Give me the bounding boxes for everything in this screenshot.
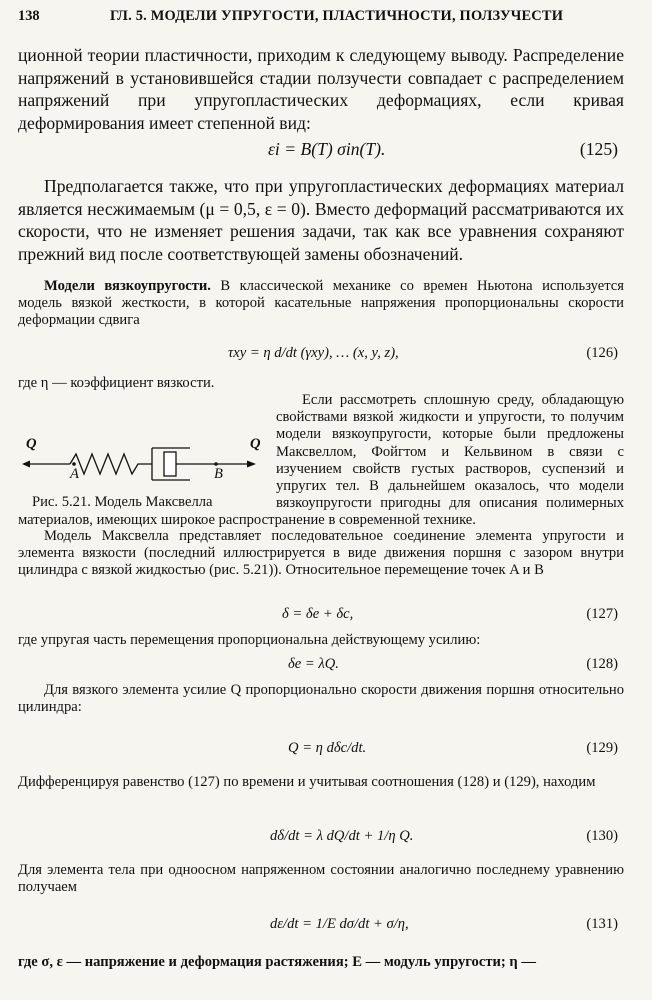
section-text: В классической механике со времен Ньютона используется модель вязкой жесткости, в которой касательные напряжения пропорциональны скорости деформации сдвига — [18, 278, 624, 329]
paragraph-viscous-element: Для вязкого элемента усилие Q пропорционально скорости движения поршня относительно цилиндра: — [18, 682, 624, 716]
paragraph-viscoelastic-text: Если рассмотреть сплошную среду, обладающую свойствами вязкой жидкости и упругости, то получим модели вязкоупругости, которые были предложены Максвеллом, Фойгтом и Кельвином в связи с изучением свойств густых растворов, суспензий и упругих тел. В дальнейшем оказалось, что модели вязкоупругости пригодны для описания полимерных материалов, имеющих широкое распространение в современной технике. — [18, 392, 624, 529]
label-b: B — [214, 466, 223, 482]
paragraph-elastic-part: где упругая часть перемещения пропорциональна действующему усилию: — [18, 632, 481, 648]
equation-131-number: (131) — [586, 916, 618, 932]
paragraph-eta: где η — коэффициент вязкости. — [18, 375, 215, 391]
equation-125-number: (125) — [579, 139, 618, 159]
equation-130 — [18, 818, 624, 858]
equation-126-number: (126) — [586, 345, 618, 361]
page-number: 138 — [18, 8, 40, 24]
paragraph-assumption: Предполагается также, что при упругопластических деформациях материал является несжимаемым (μ = 0,5, ε = 0). Вместо деформаций рассматриваются их скорости, что не изменяет решения задачи, так как все уравнения сохраняют прежний вид после соответствующей замены обозначений. — [18, 176, 624, 264]
paragraph-differentiate: Дифференцируя равенство (127) по времени и учитывая соотношения (128) и (129), находим — [18, 774, 596, 790]
figure-caption: Рис. 5.21. Модель Максвелла — [32, 494, 213, 510]
label-q-left: Q — [26, 436, 37, 452]
equation-130-number: (130) — [586, 828, 618, 844]
section-viscoelastic — [18, 278, 624, 330]
spring-icon — [70, 454, 152, 474]
equation-127-number: (127) — [586, 606, 618, 622]
equation-128-formula: δe = λQ. — [288, 656, 339, 672]
paragraph-maxwell-model: Модель Максвелла представляет последовательное соединение элемента упругости и элемента вязкости (последний иллюстрируется в виде движения поршня с зазором внутри цилиндра с вязкой жидкостью (рис. 5.21)). Относительное перемещение точек A и B — [18, 528, 624, 579]
equation-128-number: (128) — [586, 656, 618, 672]
paragraph-uniaxial: Для элемента тела при одноосном напряженном состоянии аналогично последнему уравнению получаем — [18, 862, 624, 896]
piston-icon — [164, 452, 176, 476]
book-page — [18, 0, 632, 1000]
maxwell-diagram — [18, 436, 276, 488]
paragraph-continuation: ционной теории пластичности, приходим к следующему выводу. Распределение напряжений в установившейся стадии ползучести совпадает с распределением напряжений при упругопластических деформациях, если кривая деформирования имеет степенной вид: — [18, 45, 624, 133]
equation-128 — [18, 656, 624, 678]
equation-126-formula: τxy = η d/dt (γxy), … (x, y, z), — [228, 345, 399, 361]
maxwell-figure — [18, 436, 276, 520]
equation-125-formula: εi = B(T) σin(T). — [268, 139, 386, 159]
label-a: A — [70, 466, 79, 482]
equation-129-formula: Q = η dδc/dt. — [288, 740, 367, 756]
equation-127-formula: δ = δe + δc, — [282, 606, 354, 622]
label-q-right: Q — [250, 436, 261, 452]
right-arrow-icon — [247, 461, 256, 468]
chapter-title: ГЛ. 5. МОДЕЛИ УПРУГОСТИ, ПЛАСТИЧНОСТИ, ПОЛЗУЧЕСТИ — [110, 8, 564, 24]
equation-131-formula: dε/dt = 1/E dσ/dt + σ/η, — [270, 916, 409, 932]
equation-127 — [18, 606, 624, 628]
equation-129 — [18, 730, 624, 770]
equation-129-number: (129) — [586, 740, 618, 756]
equation-131 — [18, 906, 624, 946]
paragraph-definitions: где σ, ε — напряжение и деформация растяжения; E — модуль упругости; η — — [18, 954, 536, 970]
equation-126 — [18, 340, 624, 370]
left-arrow-icon — [22, 461, 30, 468]
equation-130-formula: dδ/dt = λ dQ/dt + 1/η Q. — [270, 828, 414, 844]
equation-125 — [18, 138, 624, 164]
section-heading: Модели вязкоупругости. — [44, 278, 211, 294]
running-header — [18, 8, 624, 30]
